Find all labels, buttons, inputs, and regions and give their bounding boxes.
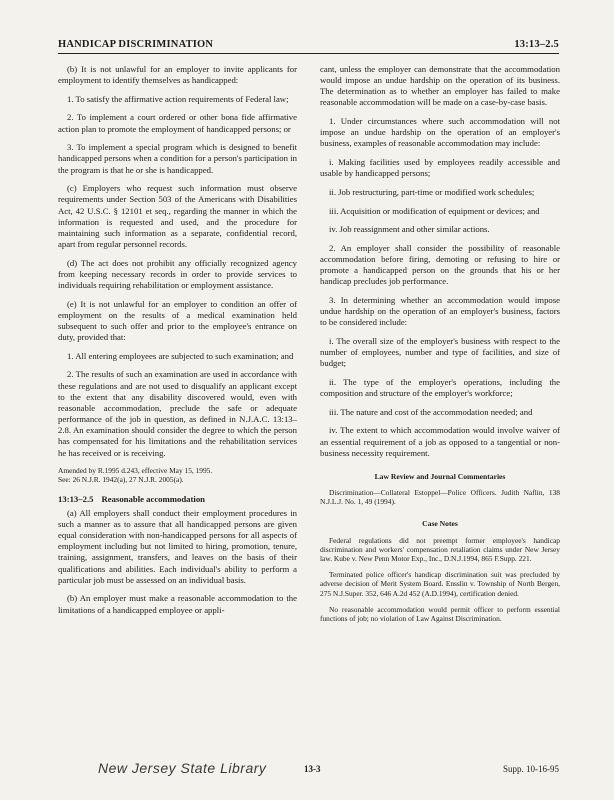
paragraph-1-intro: 1. Under circumstances where such accommodation will not impose an undue hardship on the operation of an employer's business, examples of reasonable accommodation may include: — [320, 116, 560, 149]
paragraph-1-i: i. Making facilities used by employees readily accessible and usable by handicapped persons; — [320, 157, 560, 179]
amendment-note — [58, 466, 297, 484]
case-note-3: No reasonable accommodation would permit officer to perform essential functions of job; no violation of Law Against Discrimination. — [320, 604, 560, 624]
see-line: See: 26 N.J.R. 1942(a), 27 N.J.R. 2005(a). — [58, 475, 184, 485]
paragraph-e-intro: (e) It is not unlawful for an employer to condition an offer of employment on the results of a medical examination held subsequent to such offer and prior to the employee's entrance on duty, provided that: — [58, 298, 297, 343]
paragraph-b-continued: cant, unless the employer can demonstrate that the accommodation would impose an undue hardship on the operation of its business. The determination as to whether an employer has failed to make reasonable accommodation will be made on a case-by-case basis. — [320, 64, 560, 108]
paragraph-e2: 2. The results of such an examination are used in accordance with these regulations and are not used to disqualify an applicant except to the extent that any disability discovered would, even with reasonable accommodation, preclude the safe or adequate performance of the job in question, as defined in N.J.A.C. 13:13–2.8. An examination should consider the degree to which the person has compensated for his limitations and the rehabilitation services he has received or is receiving. — [58, 369, 297, 458]
paragraph-3-ii: ii. The type of the employer's operations, including the composition and structure of the employer's workforce; — [320, 376, 560, 399]
paragraph-1-iii: iii. Acquisition or modification of equipment or devices; and — [329, 205, 540, 216]
right-column — [320, 64, 560, 630]
paragraph-b2: 2. To implement a court ordered or other bona fide affirmative action plan to promote the employment of handicapped persons; or — [58, 112, 297, 134]
library-stamp: New Jersey State Library — [98, 760, 267, 776]
paragraph-b3: 3. To implement a special program which is designed to benefit handicapped persons when a condition for a person's participation in the program is that he or she is handicapped. — [58, 142, 297, 175]
page-number: 13-3 — [304, 764, 321, 774]
case-notes-heading: Case Notes — [422, 519, 458, 529]
paragraph-2: 2. An employer shall consider the possibility of reasonable accommodation before firing, demoting or refusing to hire or promote a handicapped person on the grounds that his or her handicap precludes job performance. — [320, 242, 560, 287]
left-column — [58, 64, 297, 623]
paragraph-1-iv: iv. Job reassignment and other similar actions. — [329, 224, 490, 235]
paragraph-b-intro: (b) It is not unlawful for an employer to invite applicants for employment to identify themselves as handicapped: — [58, 64, 297, 86]
paragraph-b1: 1. To satisfy the affirmative action requirements of Federal law; — [67, 93, 289, 104]
paragraph-1-ii: ii. Job restructuring, part-time or modified work schedules; — [329, 186, 535, 197]
case-note-2: Terminated police officer's handicap discrimination suit was precluded by adverse decision of Merit System Board. Ensslin v. Township of North Bergen, 275 N.J.Super. 352, 646 A.2d 452 (A.D.1994), certification denied. — [320, 570, 560, 598]
paragraph-c: (c) Employers who request such information must observe requirements under Section 503 of the Americans with Disabilities Act, 42 U.S.C. § 12101 et seq., regarding the manner in which the information is requested and used, and the procedure for maintaining such information as a separate, confidential record, apart from regular personnel records. — [58, 183, 297, 250]
header-section: 13:13–2.5 — [514, 39, 559, 50]
paragraph-3-intro: 3. In determining whether an accommodation would impose undue hardship on the operation of an employer's business, factors to be considered include: — [320, 295, 560, 328]
paragraph-e1: 1. All entering employees are subjected to such examination; and — [67, 350, 294, 361]
header-title: HANDICAP DISCRIMINATION — [58, 39, 214, 50]
law-review-text: Discrimination—Collateral Estoppel—Police Officers. Judith Naflin, 138 N.J.L.J. No. 1, 49 (1994). — [320, 488, 560, 507]
case-note-1: Federal regulations did not preempt former employee's handicap discrimination and workers' compensation retaliation claims under New Jersey law. Kube v. New Penn Motor Exp., Inc., D.N.J.1994, 865 F.Supp. 221. — [320, 535, 560, 563]
paragraph-a: (a) All employers shall conduct their employment procedures in such a manner as to assure that all handicapped persons are given equal consideration with non-handicapped persons for all aspects of employment including but not limited to hiring, promotion, tenure, training, assignment, transfers, and leaves on the basis of their qualifications and abilities. Each individual's ability to perform a particular job must be assessed on an individual basis. — [58, 507, 297, 585]
law-review-heading: Law Review and Journal Commentaries — [374, 471, 506, 481]
paragraph-3-iii: iii. The nature and cost of the accommodation needed; and — [329, 406, 533, 417]
running-header — [58, 38, 559, 54]
page-footer — [58, 760, 559, 784]
supplement-date: Supp. 10-16-95 — [503, 764, 559, 774]
paragraph-3-i: i. The overall size of the employer's business with respect to the number of employees, number and type of facilities, and size of budget; — [320, 335, 560, 369]
paragraph-3-iv: iv. The extent to which accommodation would involve waiver of an essential requirement of a job as opposed to a tangential or non-business necessity requirement. — [320, 425, 560, 458]
section-heading — [58, 494, 297, 505]
paragraph-b-start: (b) An employer must make a reasonable accommodation to the limitations of a handicapped employee or appli- — [58, 593, 297, 615]
paragraph-d: (d) The act does not prohibit any officially recognized agency from keeping necessary records in order to provide services to individuals requiring rehabilitation or employment assistance. — [58, 257, 297, 290]
amended-line: Amended by R.1995 d.243, effective May 15, 1995. — [58, 466, 213, 476]
section-title: Reasonable accommodation — [101, 493, 206, 504]
section-number: 13:13–2.5 — [58, 493, 94, 504]
